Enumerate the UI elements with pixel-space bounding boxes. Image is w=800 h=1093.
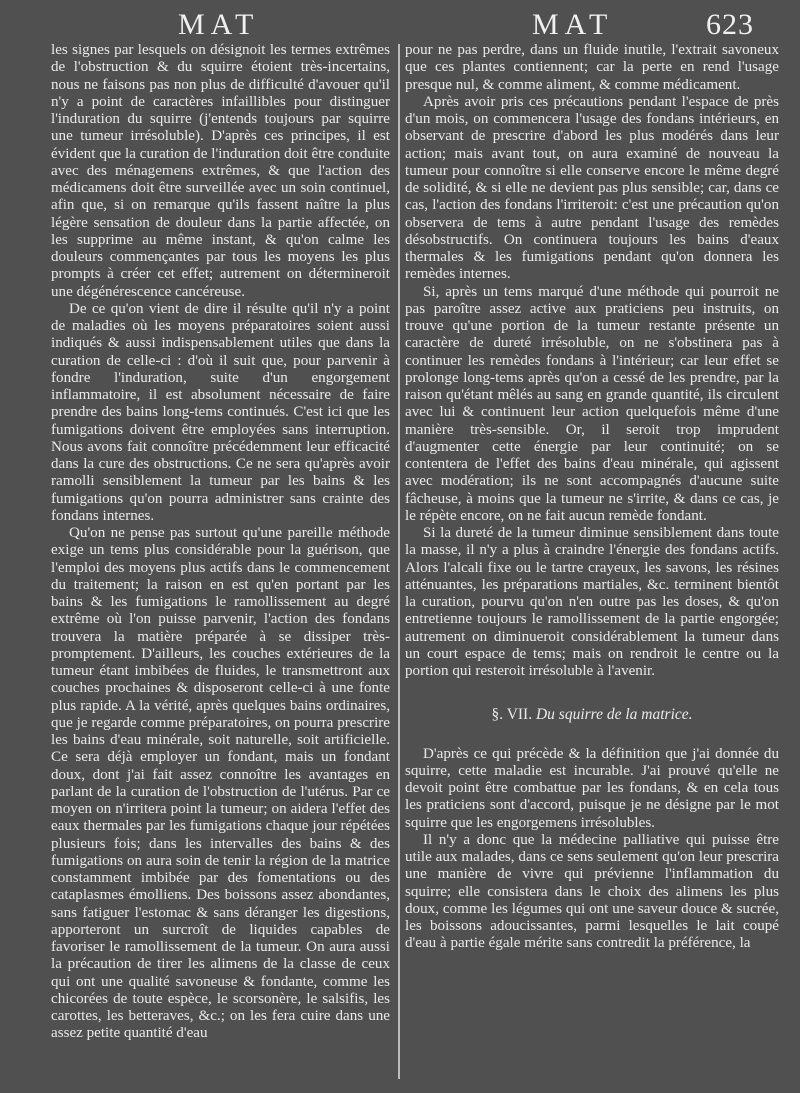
running-head-right: MAT [532, 8, 614, 41]
paragraph: pour ne pas perdre, dans un fluide inutile, l'extrait savoneux que ces plantes contiennent; car la perte en rend l'usage presque nul, & comme aliment, & comme médicament. [405, 42, 779, 93]
paragraph: les signes par lesquels on désignoit les termes extrêmes de l'obstruction & du squirre étoient très-incertains, nous ne faisons pas non plus de difficulté d'avouer qu'il n'y a point de caractères infaillibles pour distinguer l'induration du squirre (j'entends toujours par squirre une tumeur irrésoluble). D'après ces principes, il est évident que la curation de l'induration doit être conduite avec des ménagemens extrêmes, & que l'action des médicamens doit être surveillée avec un soin continuel, afin que, si on remarque qu'ils fassent naître la plus légère sensation de douleur dans la partie affectée, on les supprime au même instant, & qu'on calme les douleurs commençantes par tous les moyens les plus prompts à créer cet effet; autrement on détermineroit une dégénérescence cancéreuse. [51, 42, 390, 300]
page-number: 623 [706, 8, 754, 41]
left-column [51, 42, 390, 1043]
paragraph: Après avoir pris ces précautions pendant l'espace de près d'un mois, on commencera l'usage des fondans intérieurs, en observant de prescrire d'abord les plus modérés dans leur action; mais avant tout, on aura examiné de nouveau la tumeur pour connoître si elle conserve encore le même degré de solidité, & si elle ne devient pas plus sensible; car, dans ce cas, l'action des fondans l'irriteroit: c'est une précaution qu'on observera de tems à autre pendant l'usage des remèdes désobstructifs. On continuera toujours les bains d'eaux thermales & les fumigations pendant qu'on donnera les remèdes internes. [405, 93, 779, 283]
paragraph: Si, après un tems marqué d'une méthode qui pourroit ne pas paroître assez active aux praticiens peu instruits, on trouve qu'une portion de la tumeur restante présente un caractère de dureté irrésoluble, on ne s'obstinera pas à continuer les remèdes fondans à l'intérieur; car leur effet se prolonge long-tems après qu'on a cessé de les prendre, par la raison qu'étant mêlés au sang en grande quantité, ils circulent avec lui & continuent leur action quelquefois même d'une manière très-sensible. Or, il seroit trop imprudent d'augmenter cette énergie par leur continuité; on se contentera de l'effet des bains d'eau minérale, qui agissent avec modération; ils ne sont accompagnés d'aucune suite fâcheuse, à moins que la tumeur ne s'irrite, & dans ce cas, je le répète encore, on ne fait aucun remède fondant. [405, 283, 779, 524]
paragraph: De ce qu'on vient de dire il résulte qu'il n'y a point de maladies où les moyens préparatoires soient aussi indiqués & aussi indispensablement utiles que dans la curation de celle-ci : d'où il suit que, pour parvenir à fondre l'induration, suite d'un engorgement inflammatoire, il est absolument nécessaire de faire prendre des bains long-tems continués. C'est ici que les fumigations doivent être employées sans interruption. Nous avons fait connoître précédemment leur efficacité dans la cure des obstructions. Ce ne sera qu'après avoir ramolli sensiblement la tumeur par les bains & les fumigations qu'on pourra administrer sans crainte des fondans internes. [51, 300, 390, 524]
paragraph: Si la dureté de la tumeur diminue sensiblement dans toute la masse, il n'y a plus à craindre l'énergie des fondans actifs. Alors l'alcali fixe ou le tartre crayeux, les savons, les résines atténuantes, les préparations martiales, &c. terminent bientôt la curation, pourvu qu'on n'en outre pas les doses, & qu'on entretienne toujours le ramollissement de la partie engorgée; autrement on diminueroit considérablement la tumeur dans un court espace de tems; mais on rendroit le centre ou la portion qui resteroit irrésoluble à l'avenir. [405, 525, 779, 679]
paragraph: Qu'on ne pense pas surtout qu'une pareille méthode exige un tems plus considérable pour la guérison, que l'emploi des moyens plus actifs dans le commencement du traitement; la raison en est qu'en portant par les bains & les fumigations le ramollissement au degré extrême où l'on puisse parvenir, l'action des fondans trouvera la matière préparée à se dissiper très-promptement. D'ailleurs, les couches extérieures de la tumeur étant imbibées de fluides, le transmettront aux couches prochaines & disposeront celle-ci à une fonte plus rapide. A la vérité, après quelques bains ordinaires, que je regarde comme préparatoires, on pourra prescrire les bains d'eau minérale, soit naturelle, soit artificielle. Ce sera déjà employer un fondant, mais un fondant doux, dont j'ai fait assez connoître les avantages en parlant de la curation de l'obstruction de l'utérus. Par ce moyen on n'irritera point la tumeur; on aidera l'effet des eaux thermales par les fumigations chaque jour répétées plusieurs fois; dans les intervalles des bains & des fumigations on aura soin de tenir la région de la matrice constamment imbibée par des fomentations ou des cataplasmes émolliens. Des boissons assez abondantes, sans fatiguer l'estomac & sans déranger les digestions, apporteront un surcroît de liquides capables de favoriser le ramollissement de la tumeur. On aura aussi la précaution de tirer les alimens de la classe de ceux qui ont une qualité savoneuse & fondante, comme les chicorées de toute espèce, le scorsonère, le salsifis, les carottes, les betteraves, &c.; on les fera cuire dans une assez petite quantité d'eau [51, 525, 390, 1042]
paragraph: D'après ce qui précède & la définition que j'ai donnée du squirre, cette maladie est incurable. J'ai prouvé qu'elle ne devoit point être combattue par les fondans, & en cela tous les praticiens sont d'accord, puisque je ne désigne par le mot squirre que les engorgemens irrésolubles. [405, 745, 779, 831]
section-heading [405, 706, 779, 723]
section-number: §. VII. [491, 706, 533, 724]
running-head-left: MAT [178, 8, 260, 41]
right-column [405, 42, 779, 953]
column-divider-rule [398, 44, 400, 1079]
paragraph: Il n'y a donc que la médecine palliative qui puisse être utile aux malades, dans ce sens seulement qu'on leur prescrira une manière de vivre qui prévienne l'inflammation du squirre; elle consistera dans le choix des alimens les plus doux, comme les légumes qui ont une saveur douce & sucrée, les boissons adoucissantes, parmi lesquelles le lait coupé d'eau à partie égale mérite sans contredit la préférence, la [405, 831, 779, 952]
running-head [0, 8, 800, 42]
section-title: Du squirre de la matrice. [535, 706, 693, 724]
